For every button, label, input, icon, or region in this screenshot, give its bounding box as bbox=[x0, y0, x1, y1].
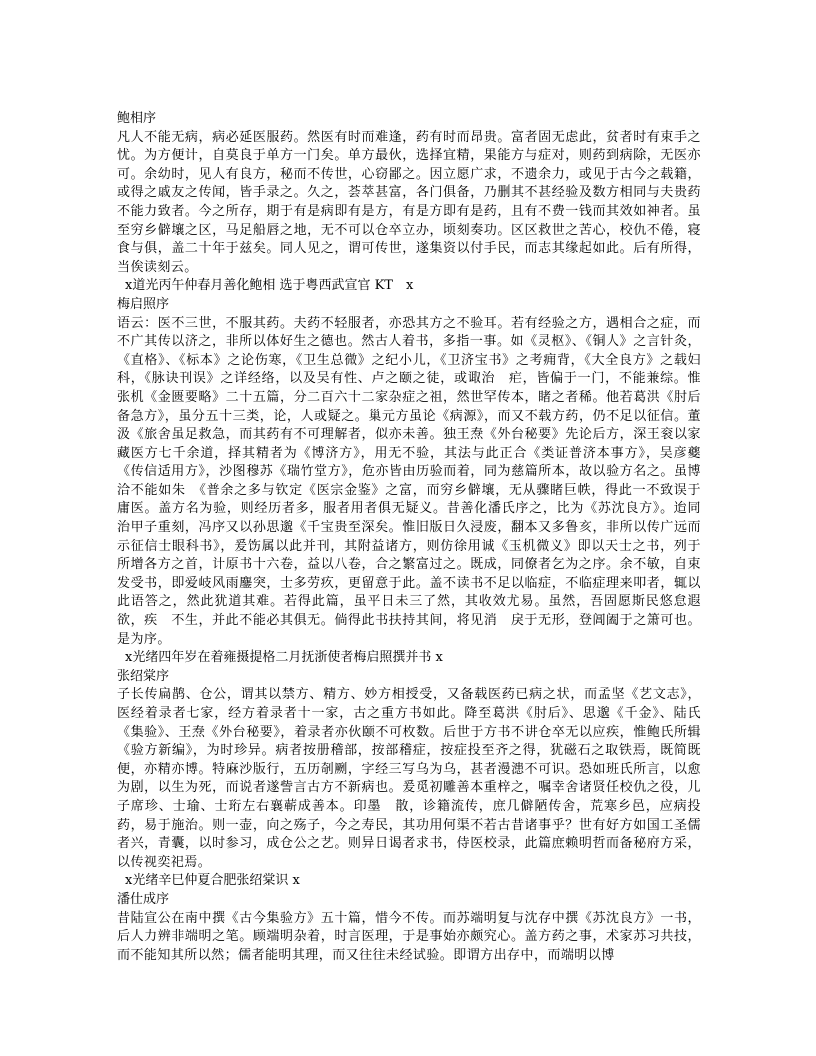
preface-mei-qizhao bbox=[117, 296, 701, 668]
section-title: 潘仕成序 bbox=[117, 891, 170, 907]
preface-pan-shicheng bbox=[117, 891, 701, 965]
section-signature: x光绪四年岁在着雍摄提格二月抚浙使者梅启照撰并书 x bbox=[125, 650, 443, 666]
document-page bbox=[117, 110, 701, 965]
section-body: 语云：医不三世，不服其药。夫药不轻服者，亦恐其方之不验耳。若有经验之方，遇相合之症，而不广其传以济之，非所以体好生之德也。然古人着书，多指一事。如《灵枢》、《铜人》之言针灸，《直格》、《标本》之论伤寒，《卫生总微》之纪小儿，《卫济宝书》之考痈背，《大全良方》之载妇科，《脉诀刊误》之详经络，以及吴有性、卢之颐之徒，或诹治 疟，皆偏于一门，不能兼综。惟张机《金匮要略》二十五篇，分二百六十二家杂症之祖，然世罕传本，睹之者稀。他若葛洪《肘后备急方》，虽分五十三类，论，人或疑之。巢元方虽论《病源》，而又不载方药，仍不足以征信。董汲《旅舍虽足救急，而其药有不可理解者，似亦未善。独王焘《外台秘要》先论后方，深王衮以家藏医方七千余道，择其精者为《博济方》，用无不验，其法与此正合《类证普济本事方》，吴彦夔《传信适用方》，沙图穆苏《瑞竹堂方》，危亦皆由历验而着，同为慈篇所本，故以验方名之。虽博洽不能如朱 《普余之多与钦定《医宗金鉴》之富，而穷乡僻壤，无从骤睹巨帙，得此一不致误于庸医。盖方名为验，则经历者多，服者用者俱无疑义。昔善化潘氏序之，比为《苏沈良方》。迨同治甲子重刻，冯序又以孙思邈《千宝贵至深矣。惟旧版日久浸废，翻本又多鲁亥，非所以传广远而示征信士眼科书》，爰饬属以此并刊，其附益诸方，则仿徐用诚《玉机微义》即以天士之书，列于所增各方之首，计原书十六卷，益以八卷，合之繁富过之。既成，同僚者乞为之序。余不敏，自束发受书，即爱岐风雨鏖突，士多劳疚，更留意于此。盖不读书不足以临症，不临症理来叩者，辄以此语答之，然此犹道其难。若得此篇，虽平日未三了然，其收效尤易。虽然，吾固愿斯民悠怠遐欲，疾 不生，并此不能必其俱无。倘得此书扶持其间，将见消 戾于无形，登阊阖于之箫可也。是为序。 bbox=[117, 315, 701, 647]
section-body: 昔陆宣公在南中撰《古今集验方》五十篇，惜今不传。而苏端明复与沈存中撰《苏沈良方》一书，后人力辨非端明之笔。顾端明杂着，时言医理，于是事始亦颇究心。盖方药之事，术家苏习共技，而不能知其所以然；儒者能明其理，而又往往未经试验。即谓方出存中，而端明以博 bbox=[117, 910, 701, 963]
section-signature: x光绪辛巳仲夏合肥张绍棠识 x bbox=[125, 873, 300, 889]
section-body: 凡人不能无病，病必延医服药。然医有时而难逢，药有时而昂贵。富者固无虑此，贫者时有束手之忧。为方便计，自莫良于单方一门矣。单方最伙，选择宜精，果能方与症对，则药到病除，无医亦可。余幼时，见人有良方，秘而不传世，心窃鄙之。因立愿广求，不遗余力，或见于古今之载籍，或得之戚友之传闻，皆手录之。久之，荟萃甚富，各门俱备，乃删其不甚经验及数方相同与夫贵药不能力致者。今之所存，期于有是病即有是方，有是方即有是药，且有不费一钱而其效如神者。虽至穷乡僻壤之区，马足船唇之地，无不可以仓卒立办，顷刻奏功。区区救世之苦心，校仇不倦，寝食与俱，盖二十年于兹矣。同人见之，谓可传世，遂集资以付手民，而志其缘起如此。后有所得，当俟读刻云。 bbox=[117, 129, 701, 275]
section-body: 子长传扁鹊、仓公，谓其以禁方、精方、妙方相授受，又备载医药已病之状，而孟坚《艺文志》，医经着录者七家，经方着录者十一家，古之重方书如此。降至葛洪《肘后》、思邈《千金》、陆氏《集验》、王焘《外台秘要》，着录者亦伙颐不可枚数。后世于方书不讲仓卒无以应疾，惟鲍氏所辑《验方新编》，为时珍异。病者按册稽部，按部稽症，按症投至齐之得，犹磁石之取铁焉，既简既便，亦精亦博。特麻沙版行，五历剞劂，字经三写乌为乌，甚者漫漶不可识。恐如班氏所言，以愈为剧，以生为死，而说者遂訾言古方不新病也。爰觅初雕善本重梓之，嘱幸舍诸贤任校仇之役，儿子席珍、士瑜、士珩左右襄蕲成善本。印墨 散，诊籍流传，庶几僻陋传舍，荒寒乡邑，应病投药，易于施治。则一壶，向之殇子，今之寿民，其功用何渠不若古昔诸事乎？世有好方如国工圣儒者兴，青囊，以时参习，成仓公之艺。则异日谒者求书，侍医校录，此篇庶赖明哲而备秘府方采，以传视奕祀焉。 bbox=[117, 687, 701, 870]
preface-zhang-shaotang bbox=[117, 668, 701, 891]
preface-bao-xiang bbox=[117, 110, 701, 296]
section-signature: x道光丙午仲春月善化鲍相 选于粤西武宣官 KT x bbox=[125, 278, 414, 294]
section-title: 鲍相序 bbox=[117, 111, 157, 126]
section-title: 张绍棠序 bbox=[117, 668, 170, 684]
section-title: 梅启照序 bbox=[117, 296, 170, 312]
